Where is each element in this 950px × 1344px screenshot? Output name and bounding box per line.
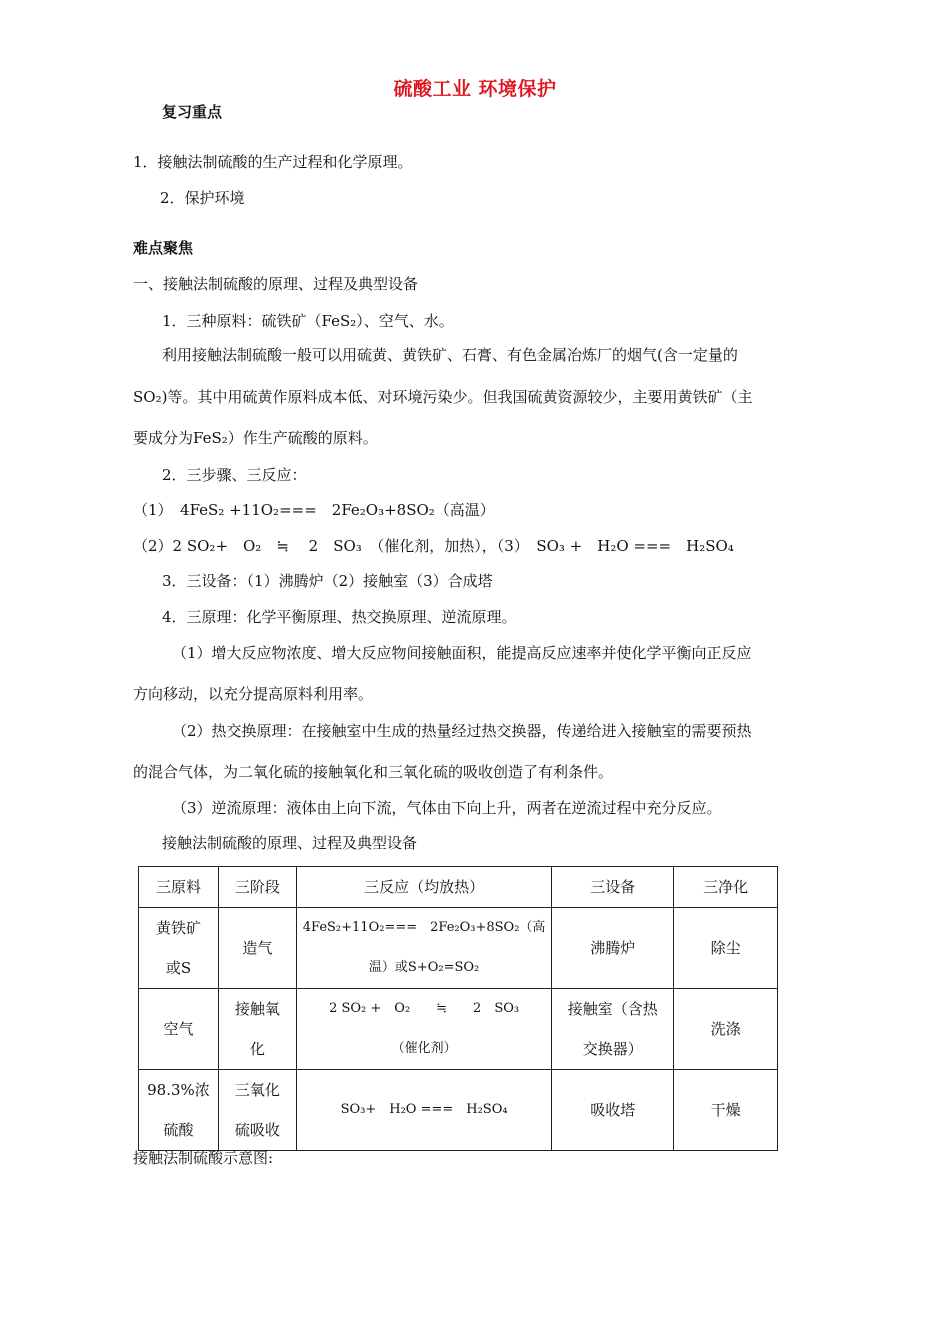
- purify-cell: 洗涤: [674, 989, 778, 1070]
- material-cell: [139, 1070, 219, 1151]
- reaction-cell: [296, 989, 552, 1070]
- paragraph-1-line-2: SO₂)等。其中用硫黄作原料成本低、对环境污染少。但我国硫黄资源较少，主要用黄铁矿（主: [133, 388, 753, 406]
- equipment-cell: 沸腾炉: [552, 908, 674, 989]
- principle-2-line-1: （2）热交换原理：在接触室中生成的热量经过热交换器，传递给进入接触室的需要预热: [172, 722, 752, 740]
- paragraph-1-line-1: 利用接触法制硫酸一般可以用硫黄、黄铁矿、石膏、有色金属冶炼厂的烟气(含一定量的: [162, 346, 738, 364]
- principle-2-line-2: 的混合气体，为二氧化硫的接触氧化和三氧化硫的吸收创造了有利条件。: [133, 763, 614, 781]
- cell-line: 温）或S+O₂=SO₂: [368, 960, 480, 975]
- steps-heading: 2．三步骤、三反应：: [162, 466, 307, 484]
- purify-cell: 干燥: [674, 1070, 778, 1151]
- cell-line: 接触氧: [234, 1000, 280, 1018]
- summary-table: [138, 866, 778, 1151]
- principle-1-line-2: 方向移动，以充分提高原料利用率。: [133, 685, 374, 703]
- stage-cell: [218, 1070, 296, 1151]
- equipment-cell: [552, 989, 674, 1070]
- cell-line: 化: [249, 1040, 265, 1058]
- cell-line: 2 SO₂ + O₂ ≒ 2 SO₃: [329, 1001, 520, 1016]
- review-item-2: 2．保护环境: [160, 189, 245, 207]
- purify-cell: 除尘: [674, 908, 778, 989]
- review-heading: 复习重点: [162, 103, 223, 121]
- header-cell: 三阶段: [218, 867, 296, 908]
- reaction-cell: SO₃+ H₂O === H₂SO₄: [296, 1070, 552, 1151]
- header-cell: 三设备: [552, 867, 674, 908]
- table-header-row: [139, 867, 778, 908]
- difficult-heading: 难点聚焦: [133, 239, 194, 257]
- reaction-1: （1） 4FeS₂ +11O₂=== 2Fe₂O₃+8SO₂（高温）: [133, 501, 495, 519]
- header-cell: 三原料: [139, 867, 219, 908]
- principles-line: 4．三原理：化学平衡原理、热交换原理、逆流原理。: [162, 608, 517, 626]
- cell-line: 98.3%浓: [147, 1081, 210, 1099]
- cell-line: 硫酸: [163, 1121, 194, 1139]
- equipment-line: 3．三设备：（1）沸腾炉（2）接触室（3）合成塔: [162, 572, 493, 590]
- cell-line: 三氧化: [234, 1081, 280, 1099]
- header-cell: 三净化: [674, 867, 778, 908]
- table-row: [139, 1070, 778, 1151]
- stage-cell: [218, 989, 296, 1070]
- table-caption: 接触法制硫酸的原理、过程及典型设备: [162, 834, 418, 852]
- header-cell: 三反应（均放热）: [296, 867, 552, 908]
- cell-line: 或S: [165, 959, 192, 977]
- review-item-1: 1．接触法制硫酸的生产过程和化学原理。: [133, 153, 413, 171]
- cell-line: （催化剂）: [391, 1041, 457, 1056]
- raw-materials-line: 1．三种原料：硫铁矿（FeS₂）、空气、水。: [162, 312, 454, 330]
- reaction-2-3: （2）2 SO₂+ O₂ ≒ 2 SO₃ （催化剂，加热），（3） SO₃ + H₂O === H₂SO₄: [133, 537, 734, 555]
- stage-cell: 造气: [218, 908, 296, 989]
- reaction-cell: [296, 908, 552, 989]
- principle-1-line-1: （1）增大反应物浓度、增大反应物间接触面积，能提高反应速率并使化学平衡向正反应: [172, 644, 752, 662]
- cell-line: 硫吸收: [234, 1121, 280, 1139]
- page-title: 硫酸工业 环境保护: [393, 78, 557, 100]
- equipment-cell: 吸收塔: [552, 1070, 674, 1151]
- diagram-caption: 接触法制硫酸示意图:: [133, 1149, 274, 1167]
- cell-line: 黄铁矿: [155, 919, 201, 937]
- cell-line: 4FeS₂+11O₂=== 2Fe₂O₃+8SO₂（高: [302, 920, 546, 935]
- table-row: [139, 908, 778, 989]
- principle-3-line: （3）逆流原理：液体由上向下流，气体由下向上升，两者在逆流过程中充分反应。: [172, 799, 722, 817]
- material-cell: [139, 908, 219, 989]
- table-row: [139, 989, 778, 1070]
- section-heading: 一、接触法制硫酸的原理、过程及典型设备: [133, 275, 419, 293]
- cell-line: 交换器）: [582, 1040, 643, 1058]
- cell-line: 接触室（含热: [567, 1000, 658, 1018]
- material-cell: 空气: [139, 989, 219, 1070]
- paragraph-1-line-3: 要成分为FeS₂）作生产硫酸的原料。: [133, 429, 378, 447]
